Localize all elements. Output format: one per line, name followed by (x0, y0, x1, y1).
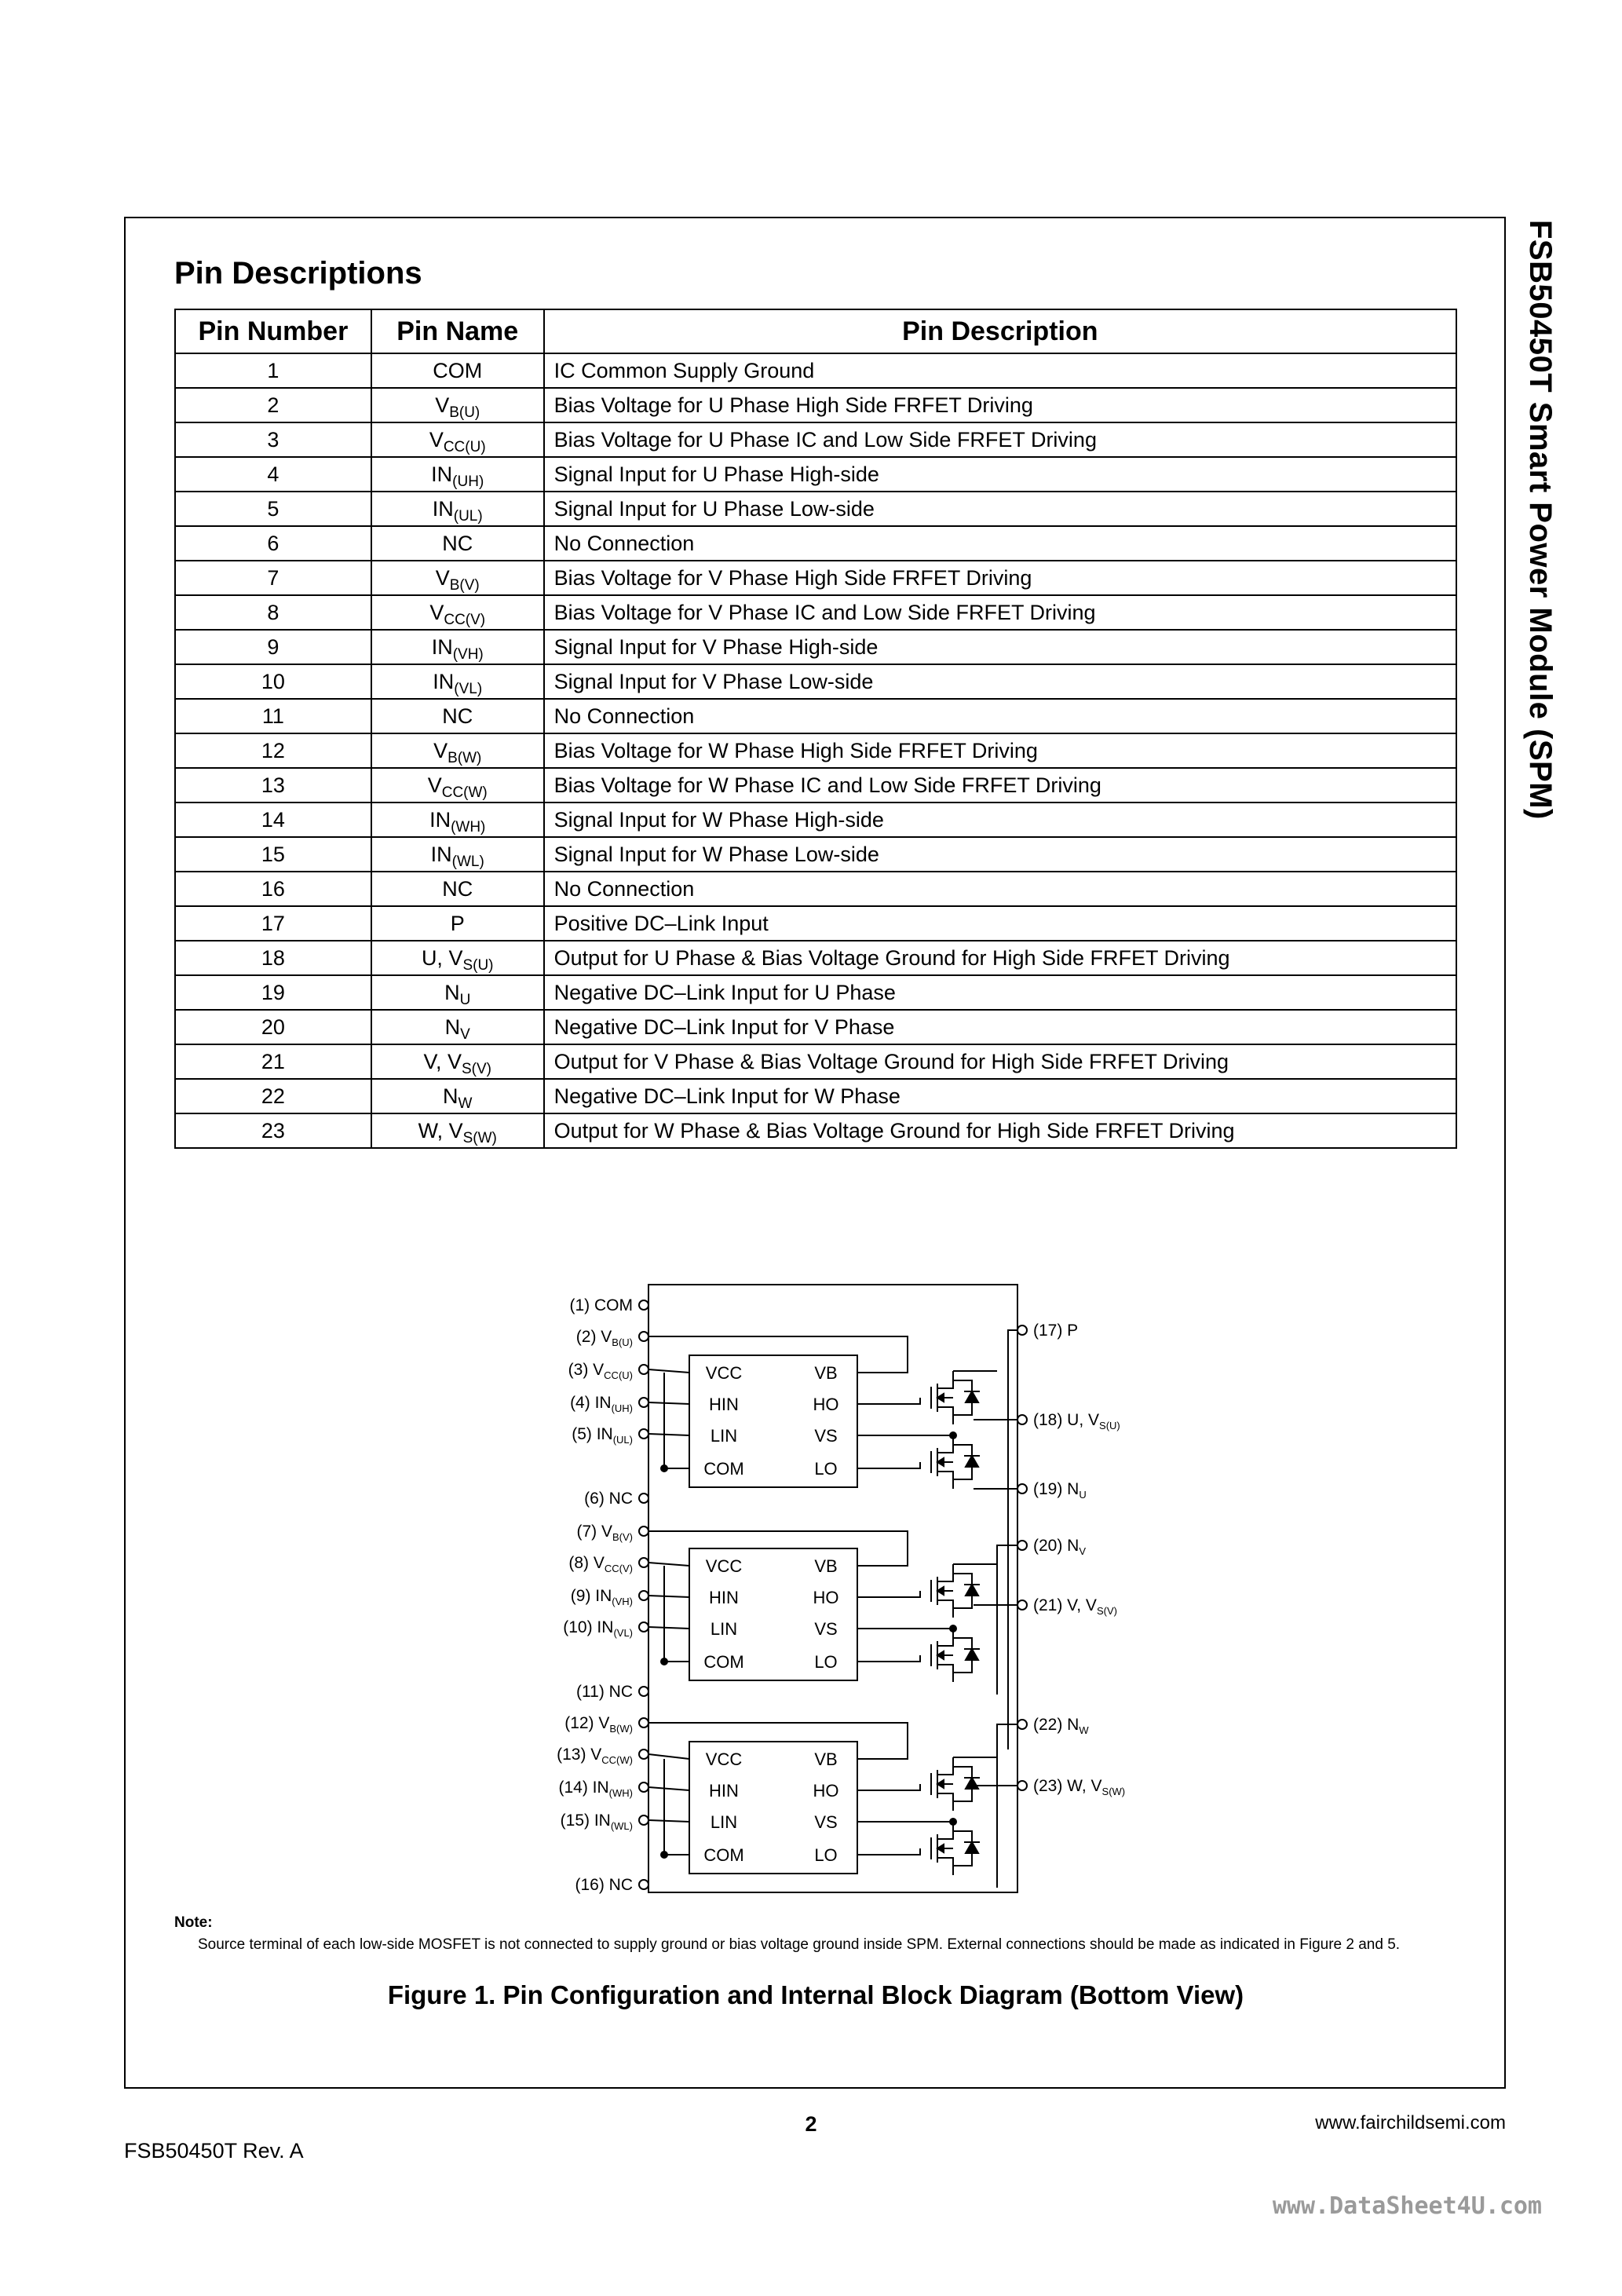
pin-name-cell (371, 664, 544, 699)
left-pin-label (564, 1714, 633, 1735)
pin-number-cell: 17 (175, 906, 371, 941)
pin-number-cell: 5 (175, 492, 371, 526)
pin-description-cell: Output for W Phase & Bias Voltage Ground for High Side FRFET Driving (544, 1113, 1456, 1148)
pin-name-cell (371, 803, 544, 837)
left-pin-label (576, 1523, 633, 1543)
pin-description-cell: Signal Input for V Phase High-side (544, 630, 1456, 664)
pin-terminal (1017, 1781, 1027, 1790)
table-row (175, 975, 1456, 1010)
ic-pin-vcc: VCC (705, 1363, 743, 1383)
pin-name-main: V (427, 773, 442, 797)
pin-number-cell: 8 (175, 595, 371, 630)
pin-name-main: V (435, 393, 450, 417)
pin-label-main: (21) V, V (1033, 1596, 1097, 1614)
svg-text:(7) VB(V) (576, 1523, 633, 1543)
pin-number-cell: 16 (175, 872, 371, 906)
right-pin-label (1033, 1480, 1087, 1501)
pin-name-cell (371, 630, 544, 664)
pin-label-subscript: (VL) (613, 1627, 633, 1639)
pin-label-subscript: (VH) (612, 1596, 633, 1607)
svg-text:(3) VCC(U) (568, 1361, 633, 1381)
table-header-row (175, 309, 1456, 353)
pin-number-cell: 21 (175, 1044, 371, 1079)
pin-description-cell: Output for V Phase & Bias Voltage Ground for High Side FRFET Driving (544, 1044, 1456, 1079)
ic-pin-ho: HO (813, 1588, 839, 1607)
pin-label-main: (18) U, V (1033, 1411, 1100, 1429)
table-row (175, 837, 1456, 872)
svg-text:(2) VB(U) (576, 1328, 633, 1348)
ic-pin-vb: VB (814, 1556, 838, 1576)
pin-description-cell: IC Common Supply Ground (544, 353, 1456, 388)
pin-label-main: (23) W, V (1033, 1777, 1102, 1795)
pin-label-main: (2) V (575, 1328, 612, 1346)
pin-name-subscript: (VL) (454, 680, 483, 697)
table-row (175, 1010, 1456, 1044)
pin-description-cell: Signal Input for W Phase High-side (544, 803, 1456, 837)
pin-name-cell (371, 1113, 544, 1148)
pin-label-main: (14) IN (558, 1779, 609, 1797)
pin-name-subscript: B(V) (449, 576, 480, 594)
pin-description-cell: Signal Input for V Phase Low-side (544, 664, 1456, 699)
pin-name-cell (371, 422, 544, 457)
pin-name-cell (371, 941, 544, 975)
pin-number-cell: 20 (175, 1010, 371, 1044)
pin-label-subscript: (WL) (610, 1820, 633, 1832)
pin-label-main: (11) NC (576, 1683, 633, 1701)
pin-name-main: W, V (418, 1118, 463, 1143)
pin-description-cell: No Connection (544, 699, 1456, 733)
pin-name-subscript: V (460, 1026, 470, 1043)
pin-label-main: (17) P (1033, 1322, 1079, 1340)
pin-name-cell (371, 1044, 544, 1079)
left-pin-label (563, 1618, 633, 1639)
pin-name-main: V (435, 565, 450, 590)
block-diagram (534, 1272, 1193, 1900)
table-row (175, 561, 1456, 595)
pin-description-cell: Bias Voltage for V Phase IC and Low Side FRFET Driving (544, 595, 1456, 630)
pin-terminal (639, 1300, 648, 1310)
pin-name-subscript: S(V) (462, 1060, 491, 1077)
svg-text:(10) IN(VL) (563, 1618, 633, 1639)
pin-name-main: IN (433, 669, 455, 693)
pin-name-main: V, V (423, 1049, 462, 1073)
ic-pin-hin: HIN (709, 1395, 739, 1414)
pin-label-main: (4) IN (570, 1394, 612, 1412)
pin-name-main: U, V (421, 945, 463, 970)
pin-name-main: N (444, 980, 460, 1004)
pin-name-cell (371, 699, 544, 733)
pin-name-subscript: W (458, 1095, 473, 1112)
pin-description-cell: Output for U Phase & Bias Voltage Ground for High Side FRFET Driving (544, 941, 1456, 975)
header-pin-number: Pin Number (175, 309, 371, 353)
pin-name-cell (371, 906, 544, 941)
pin-name-cell (371, 457, 544, 492)
pin-label-main: (16) NC (575, 1876, 633, 1894)
pin-name-subscript: S(W) (462, 1129, 497, 1146)
header-pin-description: Pin Description (544, 309, 1456, 353)
pin-label-main: (19) N (1033, 1480, 1080, 1498)
pin-terminal (1017, 1325, 1027, 1335)
pin-name-main: IN (431, 634, 453, 659)
ic-pin-lo: LO (814, 1459, 838, 1479)
pin-name-main: P (450, 911, 465, 935)
pin-description-cell: Negative DC–Link Input for U Phase (544, 975, 1456, 1010)
svg-text:(13) VCC(W) (557, 1746, 633, 1766)
pin-terminal (639, 1591, 648, 1600)
ic-pin-lin: LIN (710, 1426, 738, 1446)
table-row (175, 353, 1456, 388)
ic-pin-vcc: VCC (705, 1749, 743, 1769)
svg-text:(12) VB(W) (564, 1714, 633, 1735)
table-row (175, 733, 1456, 768)
svg-text:(9) IN(VH) (571, 1587, 633, 1607)
svg-text:(5) IN(UL) (572, 1425, 633, 1446)
svg-text:(6) NC (584, 1490, 633, 1508)
pin-name-subscript: B(W) (448, 749, 482, 766)
pin-number-cell: 11 (175, 699, 371, 733)
pin-terminal (639, 1365, 648, 1374)
ic-pin-hin: HIN (709, 1588, 739, 1607)
pin-name-cell (371, 492, 544, 526)
pin-label-subscript: W (1079, 1724, 1089, 1736)
section-title: Pin Descriptions (174, 256, 422, 291)
left-pin-label (584, 1490, 633, 1508)
table-row (175, 630, 1456, 664)
pin-terminal (639, 1718, 648, 1727)
pin-terminal (1017, 1415, 1027, 1424)
table-row (175, 906, 1456, 941)
svg-text:(4) IN(UH) (570, 1394, 633, 1414)
pin-name-subscript: (VH) (452, 645, 484, 663)
pin-label-main: (7) V (576, 1523, 612, 1541)
pin-label-subscript: B(W) (609, 1723, 633, 1735)
pin-name-main: IN (432, 496, 454, 521)
pin-terminal (1017, 1720, 1027, 1729)
pin-terminal (639, 1687, 648, 1696)
pin-name-cell (371, 975, 544, 1010)
table-row (175, 526, 1456, 561)
left-pin-label (570, 1394, 633, 1414)
pin-name-subscript: CC(W) (441, 784, 488, 801)
pin-description-cell: Signal Input for W Phase Low-side (544, 837, 1456, 872)
pin-number-cell: 19 (175, 975, 371, 1010)
pin-description-cell: Bias Voltage for U Phase High Side FRFET Driving (544, 388, 1456, 422)
pin-description-cell: Bias Voltage for W Phase High Side FRFET Driving (544, 733, 1456, 768)
pin-number-cell: 15 (175, 837, 371, 872)
pin-label-main: (1) COM (569, 1296, 633, 1314)
pin-name-main: COM (433, 358, 483, 382)
pin-name-cell (371, 837, 544, 872)
pin-terminal (639, 1815, 648, 1825)
pin-number-cell: 22 (175, 1079, 371, 1113)
left-pin-label (558, 1779, 633, 1799)
revision-label: FSB50450T Rev. A (124, 2139, 304, 2163)
left-pin-label (570, 1296, 634, 1314)
pin-name-cell (371, 768, 544, 803)
pin-label-main: (22) N (1033, 1716, 1080, 1734)
ic-pin-com: COM (703, 1459, 744, 1479)
pin-name-subscript: B(U) (449, 404, 480, 421)
pin-description-cell: Bias Voltage for U Phase IC and Low Side FRFET Driving (544, 422, 1456, 457)
pin-number-cell: 10 (175, 664, 371, 699)
pin-name-main: IN (429, 807, 451, 832)
left-pin-label (561, 1812, 633, 1832)
pin-terminal (639, 1749, 648, 1759)
svg-text:(11) NC (576, 1683, 633, 1701)
pin-label-main: (9) IN (570, 1587, 612, 1605)
pin-name-subscript: (UL) (453, 507, 483, 525)
left-pin-label (571, 1587, 633, 1607)
table-row (175, 941, 1456, 975)
ic-pin-vb: VB (814, 1363, 838, 1383)
ic-pin-vs: VS (814, 1426, 838, 1446)
page-number: 2 (805, 2112, 817, 2136)
left-pin-label (568, 1554, 633, 1574)
ic-pin-lo: LO (814, 1845, 838, 1865)
pin-number-cell: 1 (175, 353, 371, 388)
table-row (175, 803, 1456, 837)
svg-text:(15) IN(WL) (561, 1812, 633, 1832)
pin-label-main: (13) V (557, 1746, 602, 1764)
pin-terminal (639, 1782, 648, 1792)
ic-pin-com: COM (703, 1845, 744, 1865)
figure-caption: Figure 1. Pin Configuration and Internal Block Diagram (Bottom View) (387, 1980, 1244, 2009)
pin-name-main: IN (431, 462, 453, 486)
pin-name-main: V (429, 600, 444, 624)
pin-name-main: IN (430, 842, 452, 866)
pin-label-subscript: (WH) (608, 1787, 633, 1799)
pin-label-subscript: U (1079, 1489, 1087, 1501)
pin-name-subscript: CC(U) (443, 438, 486, 455)
left-pin-label (572, 1425, 633, 1446)
right-pin-label (1033, 1777, 1125, 1797)
pin-name-cell (371, 1079, 544, 1113)
pin-number-cell: 12 (175, 733, 371, 768)
pin-terminal (1017, 1484, 1027, 1493)
website-link[interactable]: www.fairchildsemi.com (1315, 2112, 1506, 2133)
pin-number-cell: 6 (175, 526, 371, 561)
svg-text:(16) NC (575, 1876, 633, 1894)
table-row (175, 1079, 1456, 1113)
table-row (175, 422, 1456, 457)
pin-description-cell: No Connection (544, 526, 1456, 561)
pin-terminal (1017, 1541, 1027, 1550)
pin-number-cell: 9 (175, 630, 371, 664)
pin-label-subscript: B(U) (612, 1336, 633, 1348)
pin-terminal (1017, 1600, 1027, 1610)
pin-terminal (639, 1526, 648, 1536)
pin-name-subscript: S(U) (462, 956, 494, 974)
ic-pin-com: COM (703, 1652, 744, 1672)
pin-name-main: V (429, 427, 444, 452)
pin-name-main: N (443, 1084, 458, 1108)
svg-text:(14) IN(WH) (558, 1779, 633, 1799)
pin-description-cell: Positive DC–Link Input (544, 906, 1456, 941)
pin-name-subscript: U (459, 991, 471, 1008)
pin-terminal (639, 1398, 648, 1407)
pin-label-subscript: CC(V) (604, 1563, 633, 1574)
ic-pin-vb: VB (814, 1749, 838, 1769)
pin-name-main: N (444, 1015, 461, 1039)
table-row (175, 768, 1456, 803)
pin-label-subscript: CC(U) (604, 1369, 633, 1381)
table-row (175, 492, 1456, 526)
right-pin-label (1033, 1411, 1120, 1431)
pin-number-cell: 13 (175, 768, 371, 803)
pin-name-main: V (433, 738, 448, 762)
right-pin-label (1033, 1716, 1089, 1736)
ic-pin-vs: VS (814, 1812, 838, 1832)
pin-name-main: NC (442, 704, 473, 728)
pin-label-main: (20) N (1033, 1537, 1080, 1555)
table-row (175, 872, 1456, 906)
header-pin-name: Pin Name (371, 309, 544, 353)
ic-pin-hin: HIN (709, 1781, 739, 1801)
pin-label-main: (10) IN (563, 1618, 614, 1636)
pin-name-cell (371, 353, 544, 388)
right-pin-label (1033, 1537, 1086, 1557)
side-title: FSB50450T Smart Power Module (SPM) (1523, 220, 1558, 820)
pin-description-cell: No Connection (544, 872, 1456, 906)
pin-label-subscript: S(V) (1096, 1605, 1117, 1617)
pin-number-cell: 23 (175, 1113, 371, 1148)
pin-label-main: (12) V (564, 1714, 610, 1732)
pin-label-subscript: S(W) (1101, 1786, 1126, 1797)
ic-pin-vs: VS (814, 1619, 838, 1639)
pin-terminal (639, 1622, 648, 1632)
pin-name-subscript: (WL) (451, 853, 484, 870)
pin-terminal (639, 1493, 648, 1503)
table-row (175, 1113, 1456, 1148)
pin-terminal (639, 1558, 648, 1567)
pin-label-subscript: S(U) (1099, 1420, 1120, 1431)
note-text: Source terminal of each low-side MOSFET is not connected to supply ground or bias voltage ground inside SPM. External connections should be made as indicated in Figure 2 and 5. (198, 1936, 1401, 1953)
ic-pin-lin: LIN (710, 1619, 738, 1639)
ic-pin-lo: LO (814, 1652, 838, 1672)
left-pin-label (557, 1746, 633, 1766)
pin-label-subscript: B(V) (612, 1531, 633, 1543)
table-row (175, 1044, 1456, 1079)
left-pin-label (576, 1683, 633, 1701)
pin-number-cell: 18 (175, 941, 371, 975)
svg-text:(8) VCC(V) (568, 1554, 633, 1574)
pin-name-cell (371, 388, 544, 422)
pin-number-cell: 4 (175, 457, 371, 492)
pin-terminal (639, 1880, 648, 1889)
pin-name-subscript: (WH) (451, 818, 486, 835)
pin-number-cell: 7 (175, 561, 371, 595)
table-row (175, 457, 1456, 492)
pin-number-cell: 3 (175, 422, 371, 457)
pin-description-cell: Negative DC–Link Input for W Phase (544, 1079, 1456, 1113)
pin-name-cell (371, 595, 544, 630)
pin-label-subscript: (UL) (612, 1434, 633, 1446)
left-pin-label (576, 1328, 633, 1348)
pin-table (174, 309, 1457, 1149)
pin-name-cell (371, 526, 544, 561)
watermark: www.DataSheet4U.com (1272, 2192, 1542, 2220)
ic-pin-ho: HO (813, 1781, 839, 1801)
pin-label-subscript: CC(W) (601, 1754, 633, 1766)
pin-description-cell: Bias Voltage for W Phase IC and Low Side FRFET Driving (544, 768, 1456, 803)
pin-name-subscript: CC(V) (444, 611, 486, 628)
pin-description-cell: Signal Input for U Phase High-side (544, 457, 1456, 492)
right-pin-label (1033, 1596, 1117, 1617)
pin-name-subscript: (UH) (452, 473, 484, 490)
pin-number-cell: 2 (175, 388, 371, 422)
ic-pin-ho: HO (813, 1395, 839, 1414)
table-row (175, 699, 1456, 733)
pin-label-main: (6) NC (584, 1490, 633, 1508)
pin-name-cell (371, 733, 544, 768)
table-row (175, 664, 1456, 699)
pin-name-cell (371, 872, 544, 906)
pin-label-main: (15) IN (560, 1812, 611, 1830)
svg-text:(1) COM (570, 1296, 634, 1314)
right-pin-label (1033, 1322, 1078, 1340)
ic-pin-lin: LIN (710, 1812, 738, 1832)
table-row (175, 595, 1456, 630)
pin-label-main: (8) V (568, 1554, 605, 1572)
pin-terminal (639, 1429, 648, 1439)
pin-name-cell (371, 561, 544, 595)
ic-pin-vcc: VCC (705, 1556, 743, 1576)
pin-name-cell (371, 1010, 544, 1044)
note-label: Note: (174, 1914, 213, 1931)
left-pin-label (575, 1876, 633, 1894)
pin-terminal (639, 1332, 648, 1341)
pin-description-cell: Bias Voltage for V Phase High Side FRFET Driving (544, 561, 1456, 595)
pin-number-cell: 14 (175, 803, 371, 837)
pin-label-main: (5) IN (572, 1425, 613, 1443)
pin-name-main: NC (442, 531, 473, 555)
pin-label-subscript: (UH) (611, 1402, 633, 1414)
pin-label-subscript: V (1079, 1545, 1087, 1557)
left-pin-label (568, 1361, 633, 1381)
pin-description-cell: Negative DC–Link Input for V Phase (544, 1010, 1456, 1044)
pin-name-main: NC (442, 876, 473, 901)
pin-description-cell: Signal Input for U Phase Low-side (544, 492, 1456, 526)
pin-label-main: (3) V (568, 1361, 605, 1379)
table-row (175, 388, 1456, 422)
